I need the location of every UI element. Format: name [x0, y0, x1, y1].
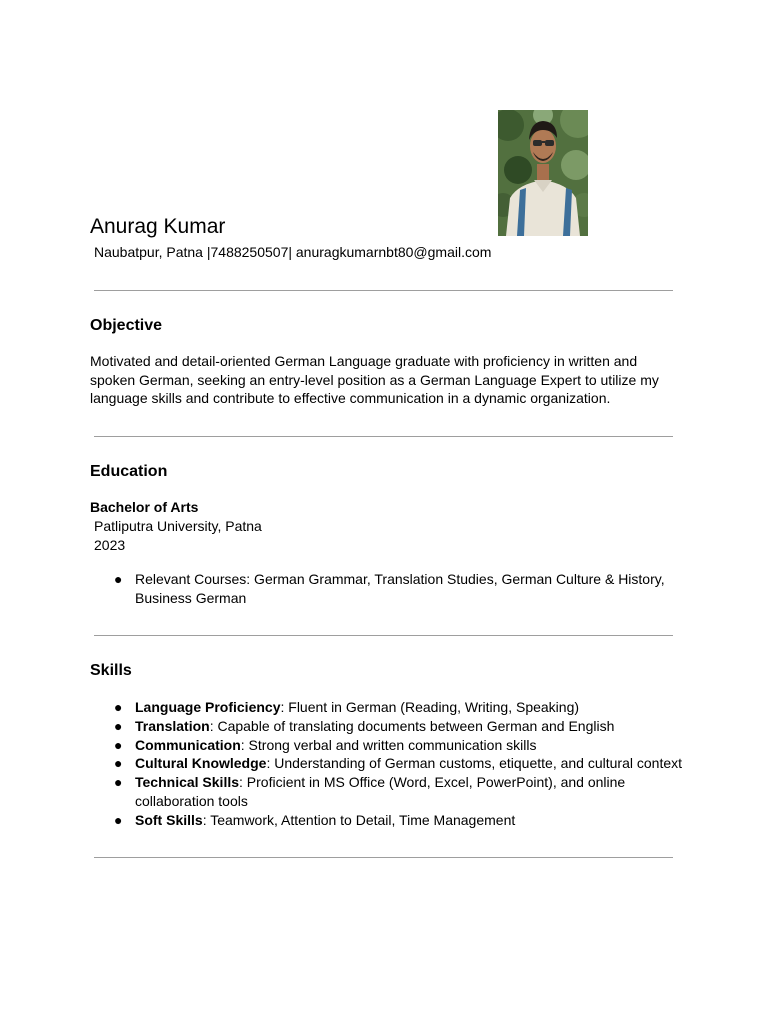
bullet-icon: ● [114, 811, 123, 828]
skill-text: : Capable of translating documents between German and English [209, 717, 615, 734]
list-item [90, 773, 690, 811]
skill-text: : Strong verbal and written communication skills [240, 736, 537, 753]
skill-label: Language Proficiency [135, 699, 281, 715]
skill-text: : Proficient in MS Office (Word, Excel, PowerPoint), and online [239, 774, 626, 791]
courses-line: Business German [135, 589, 247, 606]
profile-photo [498, 110, 588, 236]
institution-name: Patliputra University, Patna [94, 518, 262, 534]
skill-text: : Understanding of German customs, etiquette, and cultural context [266, 755, 683, 772]
skill-text: : Teamwork, Attention to Detail, Time Management [202, 811, 516, 828]
courses-list [90, 570, 690, 608]
skill-text: : Fluent in German (Reading, Writing, Speaking) [280, 699, 580, 715]
skill-label: Translation [135, 717, 210, 734]
bullet-icon: ● [114, 774, 123, 791]
objective-line: language skills and contribute to effective communication in a dynamic organization. [90, 390, 611, 407]
list-item [90, 736, 690, 755]
list-item [90, 570, 690, 608]
skill-label: Technical Skills [135, 774, 240, 791]
bullet-icon: ● [114, 755, 123, 772]
bullet-icon: ● [114, 717, 123, 734]
list-item [90, 717, 690, 736]
objective-text [90, 352, 680, 408]
candidate-name: Anurag Kumar [90, 215, 226, 238]
objective-heading: Objective [90, 317, 163, 334]
contact-line: Naubatpur, Patna |7488250507| anuragkumarnbt80@gmail.com [94, 244, 492, 260]
skill-label: Soft Skills [135, 811, 203, 828]
skills-heading: Skills [90, 662, 132, 679]
degree-title: Bachelor of Arts [90, 499, 199, 515]
objective-line: Motivated and detail-oriented German Language graduate with proficiency in written and [90, 353, 638, 369]
skill-label: Communication [135, 736, 241, 753]
skills-list [90, 698, 690, 830]
list-item [90, 754, 690, 773]
skill-text-continued: collaboration tools [135, 792, 248, 809]
objective-line: spoken German, seeking an entry-level position as a German Language Expert to utilize my [90, 371, 659, 388]
bullet-icon: ● [114, 571, 123, 587]
divider [94, 290, 673, 291]
graduation-year: 2023 [94, 537, 126, 553]
divider [94, 857, 673, 858]
list-item [90, 811, 690, 830]
education-heading: Education [90, 463, 168, 480]
divider [94, 436, 673, 437]
divider [94, 635, 673, 636]
list-item [90, 698, 690, 717]
bullet-icon: ● [114, 736, 123, 753]
courses-line: Relevant Courses: German Grammar, Translation Studies, German Culture & History, [135, 571, 665, 587]
bullet-icon: ● [114, 699, 123, 715]
skill-label: Cultural Knowledge [135, 755, 267, 772]
